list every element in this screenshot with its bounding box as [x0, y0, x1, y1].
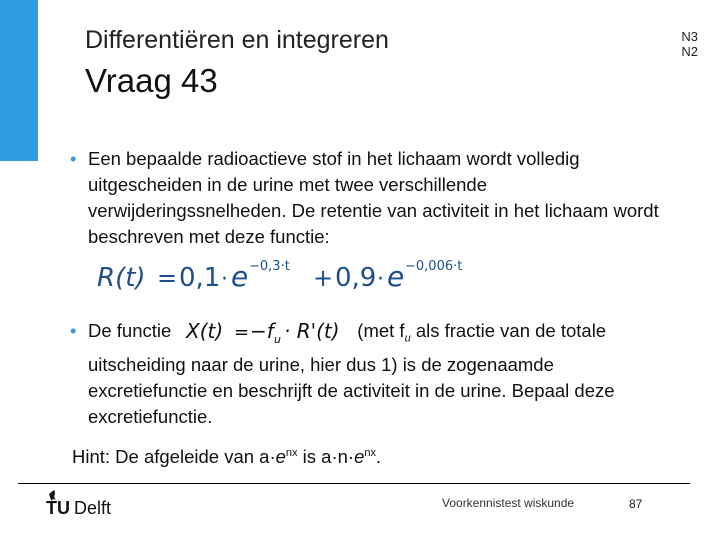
bullet-excretion-pre: De functie — [88, 320, 172, 341]
bullet-excretion-sub: u — [404, 332, 411, 345]
hint-sup1: nx — [285, 446, 298, 459]
formula-exp2: −0,006·t — [405, 259, 463, 274]
excretion-formula-svg — [180, 316, 360, 346]
formula-lhs: R(t) — [97, 263, 146, 293]
tu-delft-logo — [44, 488, 124, 518]
bullet-excretion-rest: als fractie van de totale uitscheiding naar de urine, hier dus 1) is de zogenaamde excretiefunctie en beschrijft de activiteit in de urine. Bepaal deze excretiefunctie. — [88, 320, 615, 427]
formula-e1: e — [231, 260, 249, 293]
hint-e2: e — [354, 446, 365, 467]
hint-sup2: nx — [364, 446, 377, 459]
bullet-dot-icon: • — [70, 320, 77, 341]
footer-label: Voorkennistest wiskunde — [442, 496, 575, 510]
bullet-intro — [70, 146, 670, 250]
inline-rhs: −f — [250, 319, 274, 343]
flame-icon — [44, 488, 124, 518]
hint-e1: e — [275, 446, 286, 467]
inline-sub: u — [274, 333, 281, 346]
logo-delft: Delft — [74, 498, 112, 518]
bullet-excretion — [70, 318, 670, 430]
inline-eq: = — [234, 322, 250, 343]
hint-pre: Hint: De afgeleide van a· — [72, 446, 276, 467]
hint-mid: is a·n· — [297, 446, 355, 467]
bullet-excretion-text — [88, 318, 670, 430]
formula-c2: 0,9 — [335, 263, 377, 293]
slide-subtitle: Differentiëren en integreren — [85, 26, 389, 54]
formula-dot1: · — [221, 267, 228, 292]
bullet-excretion-post: (met f — [357, 320, 405, 341]
inline-rest: · R'(t) — [284, 319, 340, 343]
page-number: 87 — [629, 497, 643, 511]
hint-end: . — [376, 446, 382, 467]
excretion-formula — [180, 316, 360, 346]
code-n2: N2 — [681, 44, 698, 59]
retention-formula-svg — [95, 252, 495, 296]
hint-text — [72, 446, 381, 468]
inline-lhs: X(t) — [186, 319, 224, 343]
formula-exp1: −0,3·t — [249, 259, 290, 274]
retention-formula — [95, 252, 495, 296]
formula-dot2: · — [377, 267, 384, 292]
bullet-intro-text: Een bepaalde radioactieve stof in het lichaam wordt volledig uitgescheiden in de urine met twee verschillende verwijderingssnelheden. De retentie van activiteit in het lichaam wordt beschreven met deze functie: — [88, 148, 659, 247]
level-codes — [681, 29, 698, 59]
accent-bar — [0, 0, 38, 161]
formula-plus: + — [313, 264, 334, 292]
footer-divider — [18, 483, 690, 484]
slide-title: Vraag 43 — [85, 62, 218, 99]
formula-c1: 0,1 — [179, 263, 221, 293]
formula-e2: e — [387, 260, 405, 293]
logo-tu: TU — [46, 498, 70, 518]
code-n3: N3 — [681, 29, 698, 44]
bullet-dot-icon: • — [70, 148, 77, 169]
formula-eq: = — [157, 264, 178, 292]
